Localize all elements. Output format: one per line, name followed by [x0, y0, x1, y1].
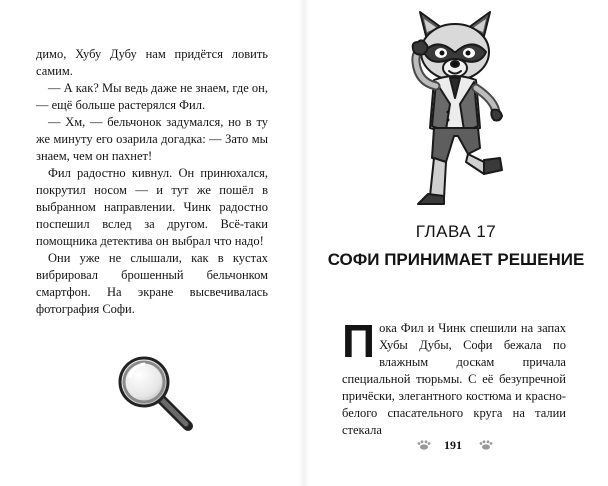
chapter-title: СОФИ ПРИНИМАЕТ РЕШЕНИЕ: [327, 250, 585, 269]
paw-print-icon: [478, 440, 494, 450]
paragraph: — А как? Мы ведь даже не знаем, где он, — ещё больше растерялся Фил.: [36, 81, 268, 112]
raccoon-detective-illustration: [396, 8, 514, 212]
left-page-text: [36, 46, 268, 318]
magnifying-glass-icon: [114, 352, 198, 436]
paw-print-icon: [416, 440, 432, 450]
paragraph: димо, Хубу Дубу нам придётся ловить самим.: [36, 47, 268, 78]
paragraph: Фил радостно кивнул. Он принюхался, покрутил носом — и тут же пошёл в выбранном направлении. Чинк радостно поспешил вслед за другом. Всё-таки помощника детектива он выбрал что надо!: [36, 166, 268, 248]
drop-cap: П: [342, 315, 376, 367]
page-footer: [408, 436, 508, 456]
page-number: 191: [444, 438, 462, 452]
chapter-opening-text: ока Фил и Чинк спешили на запах Хубы Дубы, Софи бежала по влажным доскам причала специальной тюрьмы. С её безупречной причёски, элегантного костюма и красно-белого спасательного круга на талии стекала: [342, 321, 566, 437]
paragraph: Они уже не слышали, как в кустах вибрировал брошенный бельчонком смартфон. На экране высвечивалась фотография Софи.: [36, 251, 268, 316]
paragraph: — Хм, — бельчонок задумался, но в ту же минуту его озарила догадка: — Зато мы знаем, чем он пахнет!: [36, 115, 268, 163]
right-page-text: [342, 315, 566, 439]
chapter-number: ГЛАВА 17: [415, 222, 497, 241]
